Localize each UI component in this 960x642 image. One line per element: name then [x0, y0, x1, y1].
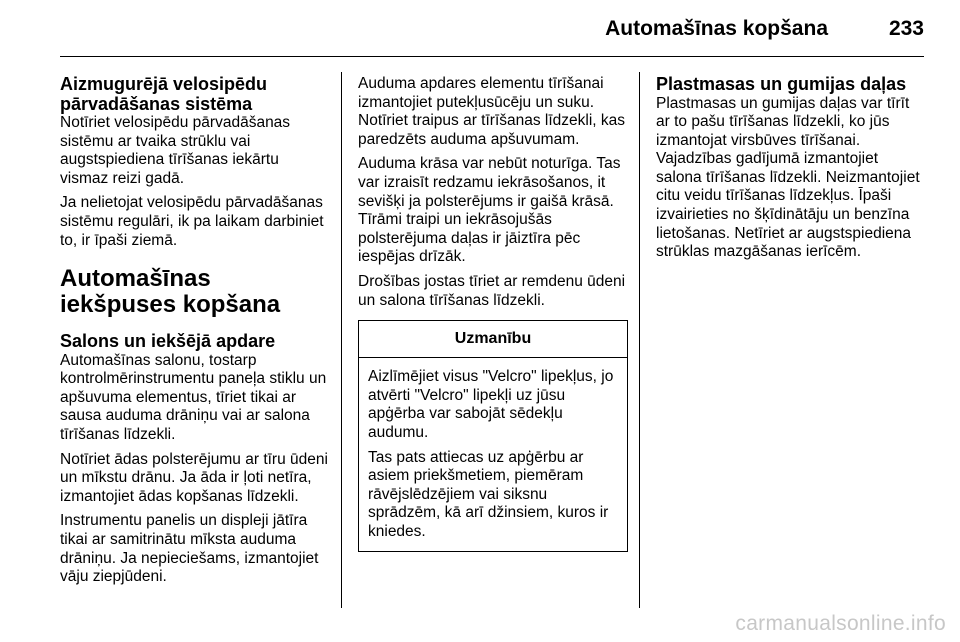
paragraph: Tas pats attiecas uz apģērbu ar asiem priekšmetiem, piemēram rāvējslēdzējiem vai siksnu sprādzēm, kā arī džinsiem, kuros ir kniedes. [368, 448, 609, 540]
column-2 [358, 75, 628, 552]
caution-box [358, 320, 628, 552]
paragraph: Aizlīmējiet visus "Velcro" lipekļus, jo atvērti "Velcro" lipekļi uz jūsu apģērba var sabojāt sēdekļu audumu. [368, 368, 614, 441]
heading-plastic-rubber: Plastmasas un gumijas daļas [656, 74, 907, 94]
column-1 [60, 75, 330, 593]
paragraph: Ja nelietojat velosipēdu pārvadāšanas sistēmu regulāri, ik pa laikam darbiniet to, ir īpaši ziemā. [60, 194, 324, 249]
page-header [60, 0, 924, 57]
paragraph: Plastmasas un gumijas daļas var tīrīt ar to pašu tīrīšanas līdzekli, ko jūs izmantojat virsbūves tīrīšanai. Vajadzības gadījumā izmantojiet salona tīrīšanas līdzekli. Neizmantojiet citu veidu tīrīšanas līdzekļus. Īpaši izvairieties no šķīdinātāju un benzīna lietošanas. Netīriet ar augstspiediena strūklas mazgāšanas ierīcēm. [656, 94, 920, 261]
page-number: 233 [888, 17, 924, 40]
running-title: Automašīnas kopšana [605, 17, 828, 40]
heading-bike-carrier: Aizmugurējā velosipēdu pārvadāšanas sistēma [60, 74, 268, 114]
paragraph: Auduma apdares elementu tīrīšanai izmantojiet putekļusūcēju un suku. Notīriet traipus ar tīrīšanas līdzekli, kas paredzēts auduma apšuvumam. [358, 75, 626, 148]
column-3 [656, 75, 926, 268]
column-divider-2 [639, 72, 640, 608]
paragraph: Notīriet ādas polsterējumu ar tīru ūdeni un mīkstu drānu. Ja āda ir ļoti netīra, izmantojiet ādas kopšanas līdzekli. [60, 450, 328, 505]
paragraph: Auduma krāsa var nebūt noturīga. Tas var izraisīt redzamu iekrāsošanos, it sevišķi ja polsterējums ir gaišā krāsā. Tīrāmi traipi un iekrāsojušās polsterējuma daļas ir jāiztīra pēc iespējas drīzāk. [358, 155, 621, 266]
paragraph: Notīriet velosipēdu pārvadāšanas sistēmu ar tvaika strūklu vai augstspiediena tīrīšanas iekārtu vismaz reizi gadā. [60, 114, 291, 187]
column-divider-1 [341, 72, 342, 608]
paragraph: Drošības jostas tīriet ar remdenu ūdeni un salona tīrīšanas līdzekli. [358, 272, 626, 309]
paragraph: Instrumentu panelis un displeji jātīra tikai ar samitrinātu mīksta auduma drāniņu. Ja nepieciešams, izmantojiet vāju ziepjūdeni. [60, 512, 319, 586]
paragraph: Automašīnas salonu, tostarp kontrolmērinstrumentu paneļa stiklu un apšuvuma elementus, tīriet tikai ar sausa auduma drāniņu vai ar salona tīrīšanas līdzekli. [60, 351, 327, 444]
watermark: carmanualsonline.info [735, 612, 946, 635]
caution-title: Uzmanību [359, 321, 627, 358]
section-heading-interior: Automašīnas iekšpuses kopšana [60, 265, 281, 319]
heading-salon: Salons un iekšējā apdare [60, 331, 276, 352]
caution-body [359, 358, 627, 551]
